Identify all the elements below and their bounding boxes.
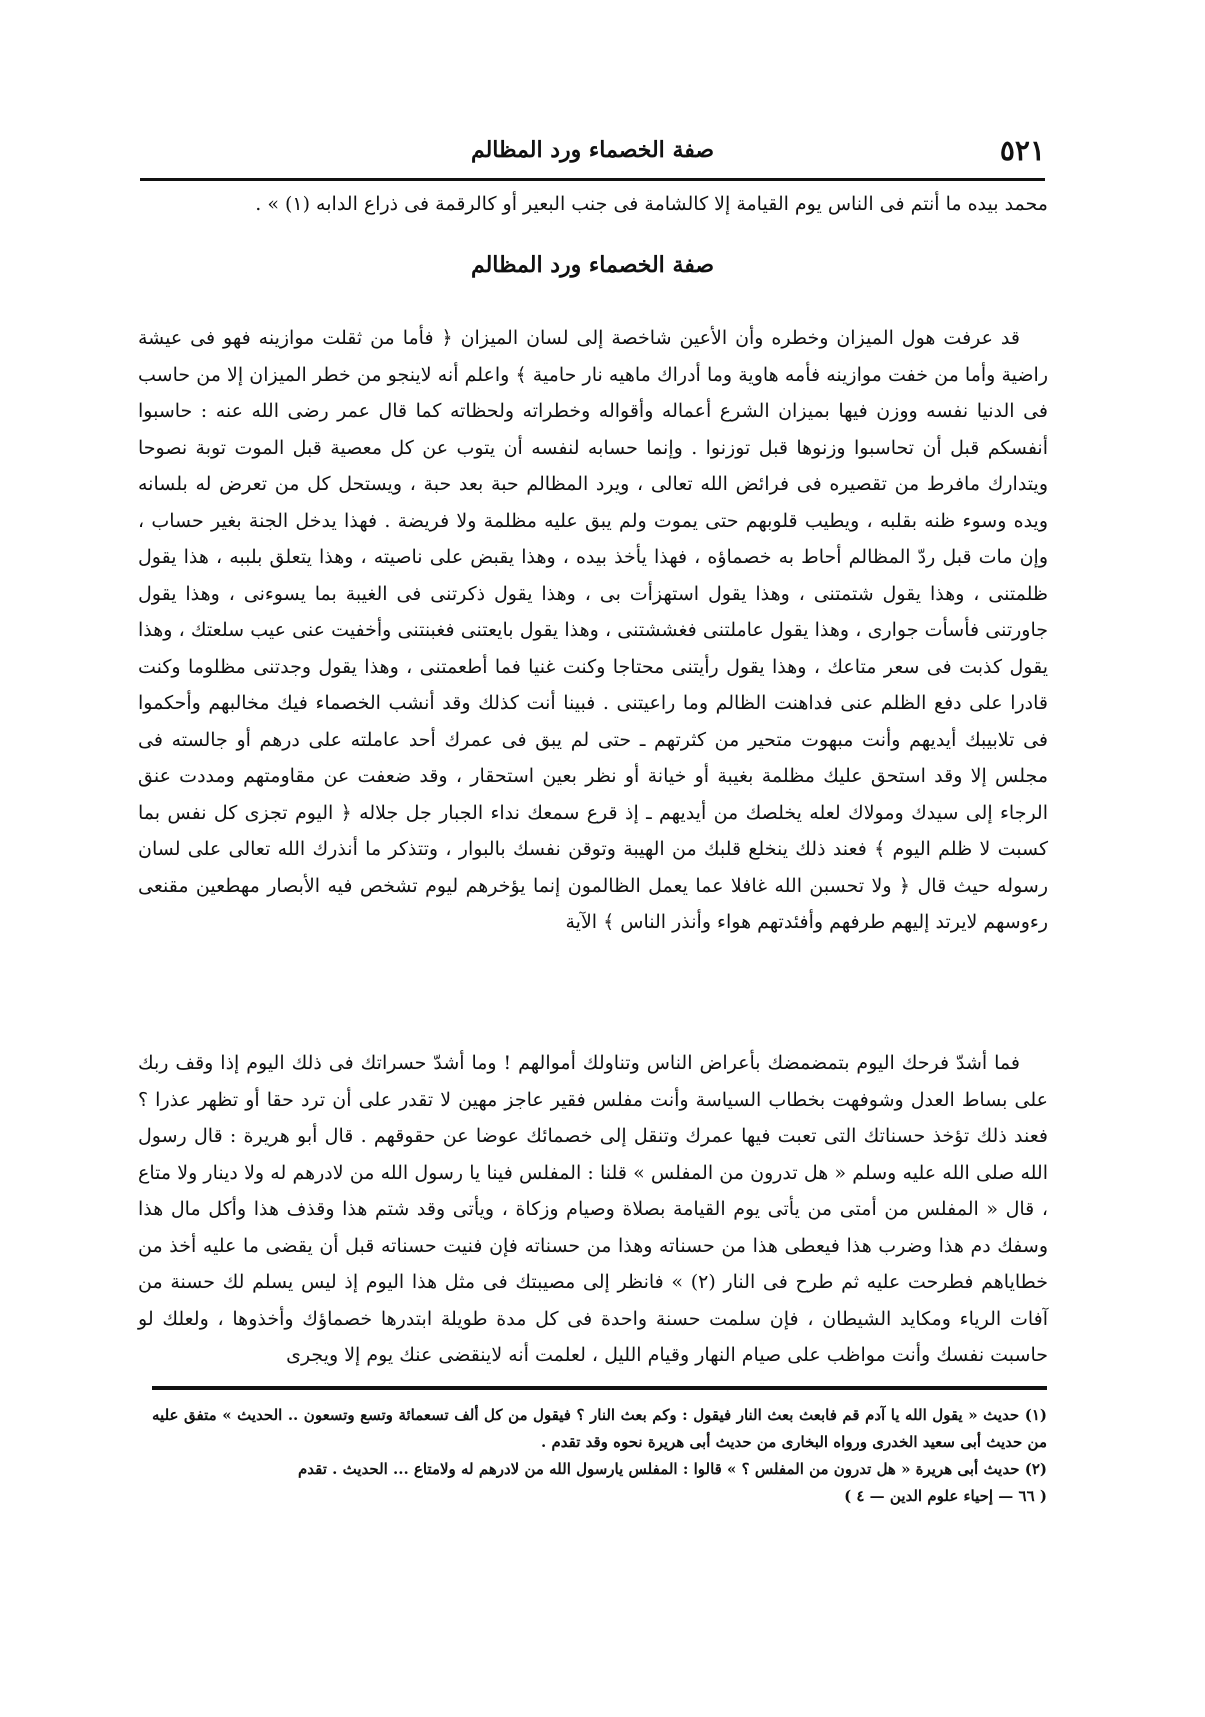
body-paragraph-1 (138, 320, 1048, 941)
paragraph-text: فما أشدّ فرحك اليوم بتمضمضك بأعراض الناس وتناولك أموالهم ! وما أشدّ حسراتك فى ذلك اليوم إذا وقف ربك على بساط العدل وشوفهت بخطاب السياسة وأنت مفلس فقير عاجز مهين لا تقدر على أن ترد حقا أو تظهر عذرا ؟ فعند ذلك تؤخذ حسناتك التى تعبت فيها عمرك وتنقل إلى خصمائك عوضا عن حقوقهم . قال أبو هريرة : قال رسول الله صلى الله عليه وسلم « هل تدرون من المفلس » قلنا : المفلس فينا يا رسول الله من لادرهم له ولا دينار ولا متاع ، قال « المفلس من أمتى من يأتى يوم القيامة بصلاة وصيام وزكاة ، ويأتى وقد شتم هذا وقذف هذا وأكل مال هذا وسفك دم هذا وضرب هذا فيعطى هذا من حسناته وهذا من حسناته فإن فنيت حسناته قبل أن يقضى ما عليه أخذ من خطاياهم فطرحت عليه ثم طرح فى النار (٢) » فانظر إلى مصيبتك فى مثل هذا اليوم إذ ليس يسلم لك حسنة من آفات الرياء ومكايد الشيطان ، فإن سلمت حسنة واحدة فى كل مدة طويلة ابتدرها خصماؤك وأخذوها ، ولعلك لو حاسبت نفسك وأنت مواظب على صيام النهار وقيام الليل ، لعلمت أنه لاينقضى عنك يوم إلا ويجرى (138, 1052, 1048, 1366)
footnotes (152, 1402, 1047, 1510)
signature-line: ( ٦٦ — إحياء علوم الدين — ٤ ) (844, 1487, 1047, 1505)
running-title: صفة الخصماء ورد المظالم (470, 137, 715, 163)
footnote-2: (٢) حديث أبى هريرة « هل تدرون من المفلس ؟ » قالوا : المفلس يارسول الله من لادرهم له ولامتاع ... الحديث . تقدم (298, 1460, 1047, 1478)
page-number: ٥٢١ (999, 134, 1045, 167)
header-rule (140, 178, 1045, 181)
section-heading: صفة الخصماء ورد المظالم (470, 252, 715, 278)
carry-over-paragraph (138, 186, 1048, 223)
footnote-1: (١) حديث « يقول الله يا آدم قم فابعث بعث النار فيقول : وكم بعث النار ؟ فيقول من كل ألف تسعمائة وتسع وتسعون .. الحديث » متفق عليه من حديث أبى سعيد الخدرى ورواه البخارى من حديث أبى هريرة نحوه وقد تقدم . (152, 1406, 1047, 1451)
footnote-rule (152, 1386, 1047, 1390)
carry-over-text: محمد بيده ما أنتم فى الناس يوم القيامة إلا كالشامة فى جنب البعير أو كالرقمة فى ذراع الدابه (١) » . (255, 193, 1048, 215)
body-paragraph-2 (138, 1045, 1048, 1374)
running-header (140, 130, 1045, 170)
paragraph-text: قد عرفت هول الميزان وخطره وأن الأعين شاخصة إلى لسان الميزان ﴿ فأما من ثقلت موازينه فهو فى عيشة راضية وأما من خفت موازينه فأمه هاوية وما أدراك ماهيه نار حامية ﴾ واعلم أنه لاينجو من خطر الميزان إلا من حاسب فى الدنيا نفسه ووزن فيها بميزان الشرع أعماله وأقواله وخطراته ولحظاته كما قال عمر رضى الله عنه : حاسبوا أنفسكم قبل أن تحاسبوا وزنوها قبل توزنوا . وإنما حسابه لنفسه أن يتوب عن كل معصية قبل الموت توبة نصوحا ويتدارك مافرط من تقصيره فى فرائض الله تعالى ، ويرد المظالم حبة بعد حبة ، ويستحل كل من تعرض له بلسانه ويده وسوء ظنه بقلبه ، ويطيب قلوبهم حتى يموت ولم يبق عليه مظلمة ولا فريضة . فهذا يدخل الجنة بغير حساب ، وإن مات قبل ردّ المظالم أحاط به خصماؤه ، فهذا يأخذ بيده ، وهذا يقبض على ناصيته ، وهذا يتعلق بلببه ، هذا يقول ظلمتنى ، وهذا يقول شتمتنى ، وهذا يقول استهزأت بى ، وهذا يقول ذكرتنى فى الغيبة بما يسوءنى ، وهذا يقول جاورتنى فأسأت جوارى ، وهذا يقول عاملتنى فغششتنى ، وهذا يقول بايعتنى فغبنتنى وأخفيت عنى عيب سلعتك ، وهذا يقول كذبت فى سعر متاعك ، وهذا يقول رأيتنى محتاجا وكنت غنيا فما أطعمتنى ، وهذا يقول وجدتنى مظلوما وكنت قادرا على دفع الظلم عنى فداهنت الظالم وما راعيتنى . فبينا أنت كذلك وقد أنشب الخصماء فيك مخالبهم وأحكموا فى تلابيبك أيديهم وأنت مبهوت متحير من كثرتهم ـ حتى لم يبق فى عمرك أحد عاملته على درهم أو جالسته فى مجلس إلا وقد استحق عليك مظلمة بغيبة أو خيانة أو نظر بعين استحقار ، وقد ضعفت عن مقاومتهم ومددت عنق الرجاء إلى سيدك ومولاك لعله يخلصك من أيديهم ـ إذ قرع سمعك نداء الجبار جل جلاله ﴿ اليوم تجزى كل نفس بما كسبت لا ظلم اليوم ﴾ فعند ذلك ينخلع قلبك من الهيبة وتوقن نفسك بالبوار ، وتتذكر ما أنذرك الله تعالى على لسان رسوله حيث قال ﴿ ولا تحسبن الله غافلا عما يعمل الظالمون إنما يؤخرهم ليوم تشخص فيه الأبصار مهطعين مقنعى رءوسهم لايرتد إليهم طرفهم وأفئدتهم هواء وأنذر الناس ﴾ الآية (138, 327, 1048, 933)
